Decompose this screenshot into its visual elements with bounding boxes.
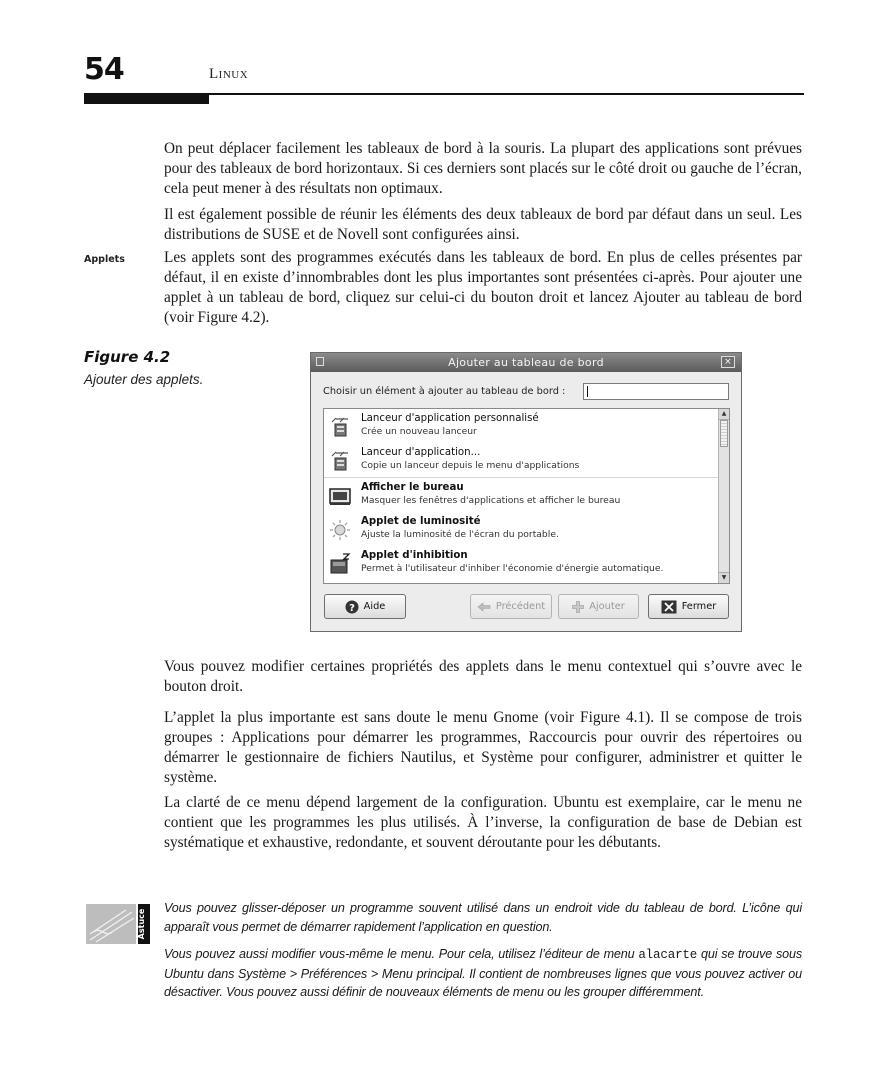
- launcher-icon: [329, 416, 351, 438]
- item-description: Ajuste la luminosité de l'écran du portable.: [361, 529, 559, 540]
- scroll-down-arrow-icon[interactable]: ▼: [719, 572, 729, 583]
- scroll-up-arrow-icon[interactable]: ▲: [719, 409, 729, 420]
- item-title: Lanceur d'application...: [361, 447, 481, 458]
- previous-button-label: Précédent: [495, 601, 546, 612]
- add-button[interactable]: [558, 594, 639, 619]
- running-head: Linux: [209, 66, 249, 82]
- window-menu-icon[interactable]: [316, 357, 324, 366]
- item-title: Afficher le bureau: [361, 482, 464, 493]
- help-icon: [345, 600, 359, 614]
- astuce-label: Astuce: [137, 908, 146, 940]
- dialog-title: Ajouter au tableau de bord: [448, 356, 604, 369]
- list-item[interactable]: [324, 512, 729, 546]
- paragraph-5: L’applet la plus importante est sans doute le menu Gnome (voir Figure 4.1). Il se compose de trois groupes : Applications pour démarrer les programmes, Raccourcis pour ouvrir des répertoires ou démarrer le gestionnaire de fichiers Nautilus, et Système pour configurer, administrer et quitter le système.: [164, 709, 802, 786]
- svg-text:?: ?: [348, 602, 355, 614]
- item-title: Applet de luminosité: [361, 516, 481, 527]
- paragraph-4: Vous pouvez modifier certaines propriétés des applets dans le menu contextuel qui s’ouvre avec le bouton droit.: [164, 658, 802, 695]
- paragraph-3: Les applets sont des programmes exécutés dans les tableaux de bord. En plus de celles présentes par défaut, il en existe d’innombrables dont les plus importantes sont présentées ci-après. Pour ajouter une applet à un tableau de bord, cliquez sur celui-ci du bouton droit et lancez Ajouter au tableau de bord (voir Figure 4.2).: [164, 249, 802, 326]
- figure-label: Figure 4.2: [84, 348, 171, 366]
- item-description: Permet à l'utilisateur d'inhiber l'économie d'énergie automatique.: [361, 563, 664, 574]
- list-item[interactable]: [324, 443, 729, 477]
- code-alacarte: alacarte: [638, 948, 698, 962]
- item-description: Masquer les fenêtres d'applications et afficher le bureau: [361, 495, 621, 506]
- astuce-pencil-icon: [86, 902, 150, 946]
- close-window-icon[interactable]: ×: [721, 356, 735, 368]
- help-button-label: Aide: [363, 601, 386, 612]
- close-x-icon: [661, 600, 677, 614]
- list-item[interactable]: [324, 409, 729, 443]
- inhibit-icon: [329, 553, 351, 575]
- add-button-label: Ajouter: [589, 601, 625, 612]
- list-item[interactable]: [324, 478, 729, 512]
- page-number: 54: [84, 52, 124, 87]
- item-title: Lanceur d'application personnalisé: [361, 413, 539, 424]
- dialog-titlebar[interactable]: [311, 353, 741, 372]
- tip-paragraph-1: Vous pouvez glisser-déposer un programme souvent utilisé dans un endroit vide du tableau de bord. L’icône qui apparaît vous permet de démarrer rapidement l’application en question.: [164, 901, 802, 934]
- header-tab-bar: [84, 94, 209, 104]
- tip-text-before-code: Vous pouvez aussi modifier vous-même le menu. Pour cela, utilisez l’éditeur de menu: [164, 947, 639, 961]
- item-title: Applet d'inhibition: [361, 550, 468, 561]
- list-item[interactable]: [324, 546, 729, 580]
- close-button-label: Fermer: [681, 601, 717, 612]
- paragraph-6: La clarté de ce menu dépend largement de la configuration. Ubuntu est exemplaire, car le menu ne contient que les programmes les plus utilisés. À l’inverse, la configuration de base de Debian est systématique et exhaustive, redondante, et souvent déroutante pour les débutants.: [164, 794, 802, 851]
- text-caret: [587, 386, 588, 397]
- search-input[interactable]: [583, 383, 729, 400]
- search-label: Choisir un élément à ajouter au tableau de bord :: [323, 386, 566, 397]
- launcher-copy-icon: [329, 450, 351, 472]
- figure-caption: Ajouter des applets.: [84, 372, 204, 387]
- paragraph-1: On peut déplacer facilement les tableaux de bord à la souris. La plupart des applications sont prévues pour des tableaux de bord horizontaux. Si ces derniers sont placés sur le côté droit ou gauche de l’écran, cela peut mener à des résultats non optimaux.: [164, 140, 802, 197]
- margin-label-applets: Applets: [84, 254, 125, 265]
- previous-button[interactable]: [470, 594, 552, 619]
- paragraph-2: Il est également possible de réunir les éléments des deux tableaux de bord par défaut dans un seul. Les distributions de SUSE et de Novell sont configurées ainsi.: [164, 206, 802, 243]
- add-to-panel-dialog: [310, 352, 742, 632]
- item-description: Crée un nouveau lanceur: [361, 426, 477, 437]
- list-section-launchers: [324, 409, 729, 478]
- list-scrollbar[interactable]: [718, 409, 729, 583]
- scroll-thumb[interactable]: [720, 420, 728, 447]
- tip-text-after-code: qui se trouve sous Ubuntu dans Système > Préférences > Menu principal. Il contient de nombreuses lignes que vous pouvez activer ou désactiver. Vous pouvez aussi définir de nouveaux éléments de menu ou les grouper différemment.: [164, 947, 802, 999]
- show-desktop-icon: [329, 485, 351, 507]
- tip-paragraph-2: [164, 945, 802, 1002]
- applet-list[interactable]: [323, 408, 730, 584]
- arrow-left-icon: [477, 602, 491, 612]
- close-button[interactable]: [648, 594, 729, 619]
- item-description: Copie un lanceur depuis le menu d'applications: [361, 460, 580, 471]
- plus-icon: [572, 601, 584, 613]
- brightness-icon: [329, 519, 351, 541]
- help-button[interactable]: [324, 594, 406, 619]
